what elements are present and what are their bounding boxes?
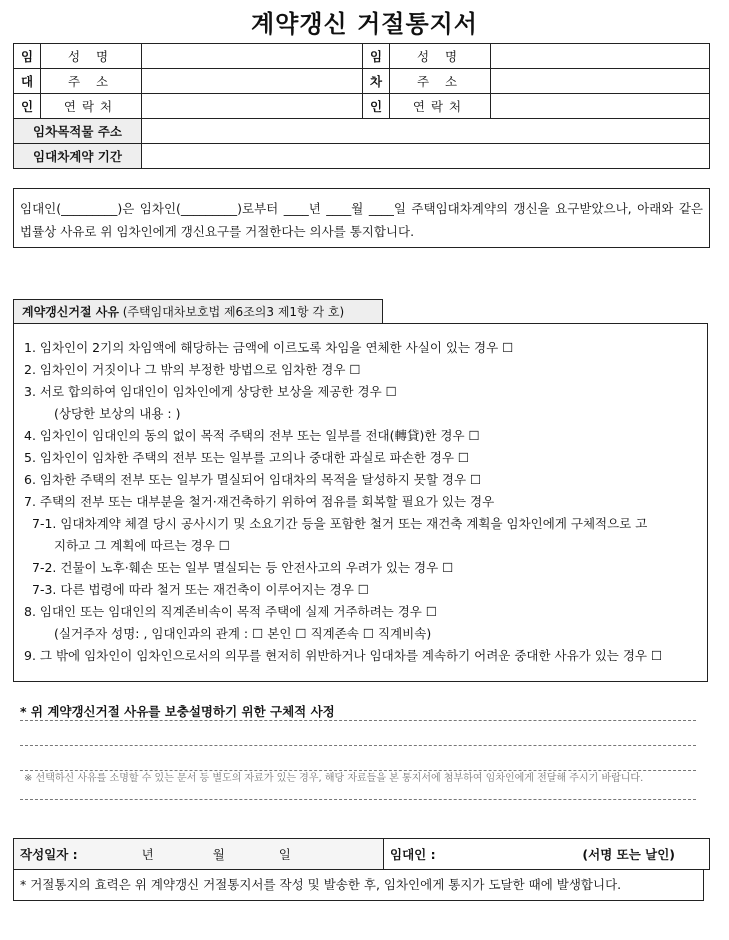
reason-item[interactable]: 지하고 그 계획에 따르는 경우 ☐ <box>54 538 230 553</box>
tenant-contact-field[interactable] <box>491 94 710 119</box>
reason-item[interactable]: 2. 임차인이 거짓이나 그 밖의 부정한 방법으로 임차한 경우 ☐ <box>24 362 361 377</box>
reasons-list <box>13 323 708 682</box>
tenant-name-field[interactable] <box>491 44 710 69</box>
document-title: 계약갱신 거절통지서 <box>250 10 478 38</box>
tenant-address-label: 주 소 <box>390 69 491 94</box>
seal-label: (서명 또는 날인) <box>582 847 675 862</box>
party-info-table <box>13 43 710 169</box>
reasons-tab-bold: 계약갱신거절 사유 <box>22 305 119 319</box>
footer-note: * 거절통지의 효력은 위 계약갱신 거절통지서를 작성 및 발송한 후, 임차인에게 통지가 도달한 때에 발생합니다. <box>13 869 704 901</box>
notice-statement: 임대인(_________)은 임차인(_________)로부터 ____년 ____월 ____일 주택임대차계약의 갱신을 요구받았으나, 아래와 같은 법률상 사유로 위 임차인에게 갱신요구를 거절한다는 의사를 통지합니다. <box>13 188 710 248</box>
reasons-tab <box>13 299 383 323</box>
reason-item[interactable]: 6. 임차한 주택의 전부 또는 일부가 멸실되어 임대차의 목적을 달성하지 못할 경우 ☐ <box>24 472 482 487</box>
reason-item[interactable]: 7-2. 건물이 노후·훼손 또는 일부 멸실되는 등 안전사고의 우려가 있는 경우 ☐ <box>32 560 454 575</box>
supplement-title: * 위 계약갱신거절 사유를 보충설명하기 위한 구체적 사정 <box>20 704 335 719</box>
landlord-contact-field[interactable] <box>142 94 363 119</box>
signature-table <box>13 838 710 870</box>
reason-item[interactable]: 4. 임차인이 임대인의 동의 없이 목적 주택의 전부 또는 일부를 전대(轉貸)한 경우 ☐ <box>24 428 480 443</box>
reason-item[interactable]: 5. 임차인이 임차한 주택의 전부 또는 일부를 고의나 중대한 과실로 파손한 경우 ☐ <box>24 450 470 465</box>
reason-item[interactable]: 1. 임차인이 2기의 차임액에 해당하는 금액에 이르도록 차임을 연체한 사실이 있는 경우 ☐ <box>24 340 514 355</box>
supplement-line-1[interactable] <box>20 720 696 721</box>
note-underline <box>20 799 696 800</box>
landlord-sign-label: 임대인 : <box>390 847 436 862</box>
lease-period-label: 임대차계약 기간 <box>14 144 142 169</box>
tenant-contact-label: 연락처 <box>390 94 491 119</box>
landlord-side-label-2: 대 <box>14 69 41 94</box>
lease-period-field[interactable] <box>142 144 710 169</box>
landlord-address-label: 주 소 <box>41 69 142 94</box>
reasons-tab-law: (주택임대차보호법 제6조의3 제1항 각 호) <box>118 305 345 319</box>
day-label: 일 <box>278 847 291 862</box>
attachment-note: ※ 선택하신 사유를 소명할 수 있는 문서 등 별도의 자료가 있는 경우, 해당 자료들을 본 통지서에 첨부하여 임차인에게 전달해 주시기 바랍니다. <box>24 773 644 784</box>
supplement-line-2[interactable] <box>20 745 696 746</box>
year-label: 년 <box>141 847 154 862</box>
landlord-sign-cell[interactable] <box>384 839 710 870</box>
landlord-side-label-3: 인 <box>14 94 41 119</box>
tenant-name-label: 성 명 <box>390 44 491 69</box>
tenant-side-label-1: 임 <box>363 44 390 69</box>
date-cell[interactable] <box>14 839 384 870</box>
reason-item[interactable]: 7-1. 임대차계약 체결 당시 공사시기 및 소요기간 등을 포함한 철거 또는 재건축 계획을 임차인에게 구체적으로 고 <box>32 516 648 531</box>
landlord-side-label-1: 임 <box>14 44 41 69</box>
landlord-contact-label: 연락처 <box>41 94 142 119</box>
reason-item[interactable]: 8. 임대인 또는 임대인의 직계존비속이 목적 주택에 실제 거주하려는 경우 ☐ <box>24 604 438 619</box>
tenant-side-label-3: 인 <box>363 94 390 119</box>
reason-item[interactable]: 7. 주택의 전부 또는 대부분을 철거·재건축하기 위하여 점유를 회복할 필요가 있는 경우 <box>24 494 495 509</box>
landlord-address-field[interactable] <box>142 69 363 94</box>
landlord-name-field[interactable] <box>142 44 363 69</box>
supplement-line-3[interactable] <box>20 770 696 771</box>
month-label: 월 <box>212 847 225 862</box>
tenant-address-field[interactable] <box>491 69 710 94</box>
property-address-label: 임차목적물 주소 <box>14 119 142 144</box>
reason-item[interactable]: (상당한 보상의 내용 : ) <box>54 406 181 421</box>
reason-item[interactable]: 3. 서로 합의하여 임대인이 임차인에게 상당한 보상을 제공한 경우 ☐ <box>24 384 397 399</box>
date-label: 작성일자 : <box>20 847 78 862</box>
property-address-field[interactable] <box>142 119 710 144</box>
tenant-side-label-2: 차 <box>363 69 390 94</box>
reason-item[interactable]: 9. 그 밖에 임차인이 임차인으로서의 의무를 현저히 위반하거나 임대차를 계속하기 어려운 중대한 사유가 있는 경우 ☐ <box>24 648 663 663</box>
reason-item[interactable]: (실거주자 성명: , 임대인과의 관계 : ☐ 본인 ☐ 직계존속 ☐ 직계비속) <box>54 626 432 641</box>
landlord-name-label: 성 명 <box>41 44 142 69</box>
reason-item[interactable]: 7-3. 다른 법령에 따라 철거 또는 재건축이 이루어지는 경우 ☐ <box>32 582 370 597</box>
